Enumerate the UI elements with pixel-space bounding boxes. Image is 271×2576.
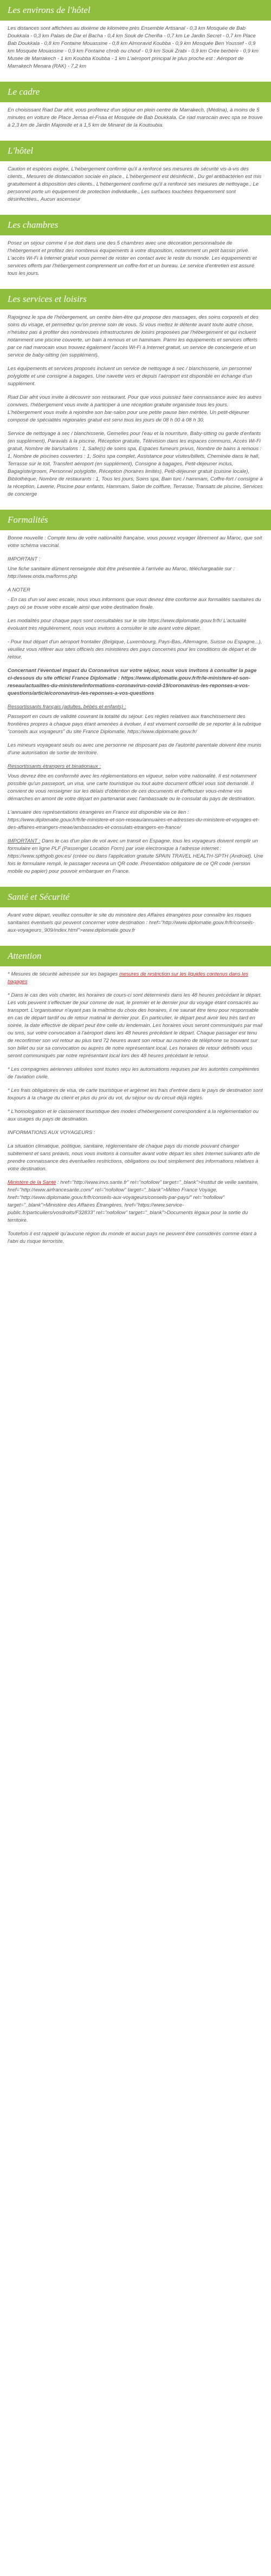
- paragraph: * Les frais obligatoires de visa, de carte touristique et argèmet les frais d'entrée dans le pays de destination sont toujours à la charge du client et plus du prix du vol, du séjour ou du circuit déjà réglés.: [8, 1088, 263, 1101]
- section-body-loisirs: [0, 309, 271, 510]
- paragraph: Les modalités pour chaque pays sont consultables sur le site https://www.diplomatie.gouv.fr/fr/ L'actualité évoluant très régulièrement, nous vous invitons à consulter le site avant votre départ.: [8, 618, 247, 631]
- paragraph: L'annuaire des représentations étrangères en France est disponible via ce lien : https://www.diplomatie.gouv.fr/fr/le-ministere-et-son-reseau/annuaires-et-adresses-du-ministere-et-voyages-et-des-affaires-etrangers-meae/ambassades-et-consulats-etrangers-en-france/: [8, 809, 259, 831]
- coronavirus-paragraph: Concernant l'éventuel impact du Coronavirus sur votre séjour, nous vous invitons à consulter la page ci-dessous du site officiel France Diplomatie : https://www.diplomatie.gouv.fr/fr/le-ministere-et-son-reseau/actualites-du-ministere/informations-coronavirus-covid-19/coronavirus-les-reponses-a-vos-questions/article/coronavirus-les-reponses-a-vos-questions: [8, 668, 257, 696]
- paragraph: [8, 971, 263, 986]
- subheading-ressortissants-francais: Ressortissants français (adultes, bébés et enfants) :: [8, 704, 126, 710]
- section-body-hotel: [0, 161, 271, 215]
- section-body-environs: [0, 21, 271, 82]
- paragraph: Toutefois il est rappelé qu'aucune région du monde et aucun pays ne peuvent être considérés comme étant à l'abri du risque terroriste.: [8, 1231, 257, 1244]
- section-formalites: [0, 510, 271, 887]
- paragraph: [8, 1179, 263, 1224]
- section-hotel: [0, 141, 271, 215]
- paragraph: * L'homologation et le classement touristique des modes d'hébergement correspondent à la réglementation ou aux usages du pays de destination.: [8, 1109, 259, 1122]
- paragraph: * Dans le cas des vols charter, les horaires de cours-ci sont déterminés dans les 48 heures précédant le départ. Les vols peuvent s'effectuer de jour comme de nuit, le premier et le dernier jour du voyage étant consacrés au transport. L'organisateur n'ayant pas la maîtrise du choix des horaires, il ne saurait être tenu pour responsable en cas de départ tardif ou de retour matinal le dernier jour. En particulier, le départ peut avoir lieu très tard en soirée, la date effective de départ peut être celle du lendemain. Les horaires vous seront communiqués par mail ou sms, sur votre convocation à l'aéroport dans les 48 heures précédant le départ. Chaque passager est tenu de reconfirmer son vol retour au plus tard 72 heures avant son retour au numéro de téléphone se trouvant sur son billet ou sur sa convocation ou auprès de notre représentant local. Les horaires de retour définitifs vous seront communiqués par notre représentant local lors des 48 heures précédant le retour.: [8, 992, 262, 1059]
- section-body-attention: [0, 966, 271, 1257]
- section-title-attention: Attention: [0, 946, 271, 966]
- section-title-hotel: L'hôtel: [0, 141, 271, 161]
- ministere-sante-link[interactable]: Ministère de la Santé: [8, 1180, 56, 1185]
- section-body-cadre: [0, 102, 271, 141]
- section-loisirs: [0, 289, 271, 510]
- important-label: IMPORTANT :: [8, 556, 41, 562]
- section-title-sante: Santé et Sécurité: [0, 887, 271, 907]
- section-title-chambres: Les chambres: [0, 215, 271, 235]
- section-cadre: [0, 82, 271, 141]
- paragraph: Passeport en cours de validité couvrant la totalité du séjour. Les règles relatives aux franchissement des frontières propres à chaque pays étant amenées à évoluer, il est vivement conseillé de se reporter à la rubrique "conseils aux voyageurs" du site France Diplomatie, https://www.diplomatie.gouv.fr/: [8, 714, 261, 735]
- paragraph: * Les compagnies aériennes utilisées sont toutes reçu les autorisations requises par les autorités compétentes de l'aviation civile.: [8, 1066, 260, 1080]
- paragraph: En choisissant Riad Dar afrit, vous profiterez d'un séjour en plein centre de Marrakech, (Médina), à moins de 5 minutes en voiture de Place Jemaa el-Fnaa et Mosquée de Bab Doukkala. Ce riad marocain avec spa se trouve à 2,3 km de Jardin Majorelle et à 1,5 km de Minaret de la Koutoubia.: [8, 107, 263, 128]
- subheading-ressortissants-etrangers: Ressortissants étrangers et binationaux :: [8, 763, 101, 769]
- paragraph: Une fiche sanitaire dûment renseignée doit être présentée à l'arrivée au Maroc, téléchargeable sur : http://www.onda.ma/forms.php: [8, 566, 235, 579]
- paragraph: - En cas d'un vol avec escale, nous vous informons que vous devrez être conforme aux formalités sanitaires du pays où se trouve votre escale ainsi que votre destination finale.: [8, 597, 261, 610]
- paragraph: Vous devrez être en conformité avec les réglementations en vigueur, selon votre nationalité. Il est notamment possible qu'un passeport, un visa, une carte touristique ou tout autre document officiel vous soit demandé. Il convient de vous renseigner sur les délais d'obtention de ces documents et d'effectuer vous-même vos démarches en amont de votre départ en partenariat avec l'ambassade ou le consulat du pays de destination.: [8, 773, 257, 802]
- paragraph: - Pour tout départ d'un aéroport frontalier (Belgique, Luxembourg, Pays-Bas, Allemagne, Suisse ou Espagne...), veuillez vous référer aux sites officiels des ministères des pays concernés pour les conditions de départ et de retour.: [8, 639, 262, 660]
- paragraph: Avant votre départ, veuillez consulter le site du ministère des Affaires étrangères pour connaître les risques sanitaires éventuels qui peuvent concerner votre destination : href="http://www.diplomatie.gouv.fr/fr/conseils-aux-voyageurs_909/index.html">www.diplomatie.gouv.fr: [8, 912, 255, 933]
- section-environs: [0, 0, 271, 82]
- paragraph: Caution et espèces exigée, L'hébergement confirme qu'il a renforcé ses mesures de sécurité vis-à-vis des clients., Mesures de distanciation sociale en place., L'hébergement est désinfecté., Du gel antibactérien est mis gratuitement à disposition des clients., L'hébergement confirme qu'il a renforcé ses mesures de nettoyage., Le personnel porte un équipement de protection individuelle., Les surfaces touchées fréquemment sont désinfectées., Aucun ascenseur: [8, 166, 262, 202]
- paragraph: Riad Dar afrit vous invite à découvrir son restaurant. Pour que vous puissiez faire connaissance avec les autres convives, l'hébergement vous invite à participer à une réception gratuite organisée tous les jours. L'hébergement vous invite à rejoindre son bar-salon pour une petite pause bien méritée. Un petit-déjeuner composé de spécialités régionales gratuit est servi tous les jours de 08 h 00 à 08 h 30.: [8, 394, 262, 423]
- paragraph: Les équipements et services proposés incluent un service de nettoyage à sec / blanchisserie, un personnel polyglotte et une consigne à bagages. Une navette vers et depuis l'aéroport est disponible en échange d'un supplément.: [8, 366, 252, 387]
- liquids-restriction-link[interactable]: mesures de restriction sur les liquides contenus dans les bagages: [8, 971, 249, 985]
- paragraph-text: : href="http://www.invs.sante.fr" rel="nofollow" target="_blank">Institut de veille sanitaire, href="http://www.airfrancesante.com/" rel="nofollow" target="_blank">Méteo France Voyage, href="http://www.diplomatie.gouv.fr/fr/conseils-aux-voyageurs/conseils-par-pays/" rel="nofollow" target="_blank">Ministère des Affaires Étrangères, href="https://www.service-public.fr/particuliers/vosdroits/F32833" rel="nofollow" target="_blank">Documents légaux pour la sortie du territoire.: [8, 1180, 259, 1223]
- paragraph-text: Dans le cas d'un plan de vol avec un transit en Espagne, tous les voyageurs doivent remplir un formulaire en ligne PLF (Passenger Location Form) par voie électronique à l'adresse internet : https://www.spthgob.gov.es/ (créée ou dans l'application gratuite SPAIN TRAVEL HEALTH-SPTH (Android). Une fois le formulaire rempli, le passager recevra un QR code. Présentation obligatoire de ce QR code (version mobile ou papier) pour pouvoir embarquer en France.: [8, 838, 263, 874]
- section-title-environs: Les environs de l'hôtel: [0, 0, 271, 21]
- paragraph: Les distances sont affichées au dixième de kilomètre près Ensemble Artisanal - 0,3 km Mosquée de Bab Doukkala - 0,3 km Palais de Dar el Bacha - 0,4 km Souk de Cherifia - 0,7 km Le Jardin Secret - 0,7 km Place Bab Doukkala - 0,8 km Fontaine Mouassine - 0,8 km Almoravid Koubba - 0,9 km Mosquée Ben Youssef - 0,9 km Mosquée Mouassine - 0,9 km Fontaine chrob ou chouf - 0,9 km Souk Zrabi - 0,9 km Crée berbère - 0,9 km Musée de Marrakech - 1 km Koubba Koubba - 1 km L'aéroport principal le plus proche est : Aéroport de Marrakech Menara (RAK) - 7,2 km: [8, 25, 259, 69]
- note-label: A NOTER: [8, 587, 30, 593]
- paragraph: Posez un séjour comme il se doit dans une des 5 chambres avec une décoration personnalisée de l'hébergement et profitez des nombreux équipements à votre disposition, notamment un petit bassin privé. L'accès Wi-Fi à Internet gratuit vous permet de rester en contact avec le reste du monde. Les équipements et services offerts par l'hébergement comprennent un coffre-fort et un bureau. Le service d'entretien est assuré tous les jours.: [8, 240, 257, 276]
- paragraph: Les mineurs voyageant seuls ou avec une personne ne disposant pas de l'autorité parentale doivent être munis d'une autorisation de sortie de territoire.: [8, 742, 262, 756]
- paragraph-text: * Mesures de sécurité adressée sur les bagages: [8, 971, 119, 977]
- paragraph: Rajoignez le spa de l'hébergement, un centre bien-être qui propose des massages, des soins corporels et des soins du visage, et permettez qu'on prenne soin de vous. Si vous mettez le détente avant toute autre chose, n'hésitez pas à profiter des nombreuses infrastructures de loisirs proposées par l'hébergement et qui incluent notamment une piscine couverte, un bain à remous et un hammam. Parmi les équipements et services offerts par ce riad marocain vous trouvez également l'accès Wi-Fi à Internet gratuit, un service de conciergerie et un service de baby-sitting (en supplément).: [8, 314, 259, 358]
- section-title-formalites: Formalités: [0, 510, 271, 530]
- section-body-chambres: [0, 235, 271, 289]
- paragraph: Bonne nouvelle : Compte tenu de votre nationalité française, vous pouvez voyager librement au Maroc, que soit votre schéma vaccinal.: [8, 535, 262, 549]
- section-sante: [0, 887, 271, 946]
- section-attention: [0, 946, 271, 1257]
- important-label: IMPORTANT :: [8, 838, 41, 844]
- paragraph: Service de nettoyage à sec / blanchisserie, Gemelles pour l'eau et la nourriture, Baby-sitting ou garde d'enfants (en supplément), Paravals à la piscine, Réception gratuite, Télévision dans les espaces communs, Accès Wi-Fi gratuit, Nombre de bars/salons : 1, Salle(s) de soins spa, Espaces fumeurs privus, Nombre de bains à remous : 1, Nombre de piscines couvertes : 1, Soins spa complet, Assistance pour visites/billets, Cheminée dans le hall, Terrasse sur le toit, Transfert aéroport (en supplément), Consigne à bagages, Petit-déjeuner inclus, Bagagiste/groom, Personnel polyglotte, Réception (horaires limités), Petit-déjeuner gratuit (cuisine locale), Bibliothèque, Nombre de restaurants : 1, Tous les jours, Soins spa, Bain turc / hammam, Coffre-fort / consigne à la réception, Laverie, Piscine pour enfants, Hammam, Salon de coiffure, Terrasse, Transats de piscine, Services de concierge: [8, 431, 263, 497]
- paragraph: La situation climatique, politique, sanitaire, réglementaire de chaque pays du monde pouvant changer subitement et sans préavis, nous vous invitons à consulter avant votre départ les sites Internet suivants afin de prendre connaissance des éventuelles restrictions, obligations ou tout simplement des informations relatives à votre destination.: [8, 1143, 260, 1172]
- section-title-loisirs: Les services et loisirs: [0, 289, 271, 309]
- info-label: INFORMATIONS AUX VOYAGEURS :: [8, 1130, 95, 1136]
- section-body-formalites: [0, 530, 271, 887]
- section-title-cadre: Le cadre: [0, 82, 271, 102]
- section-body-sante: [0, 907, 271, 946]
- section-chambres: [0, 215, 271, 289]
- paragraph: [8, 838, 263, 875]
